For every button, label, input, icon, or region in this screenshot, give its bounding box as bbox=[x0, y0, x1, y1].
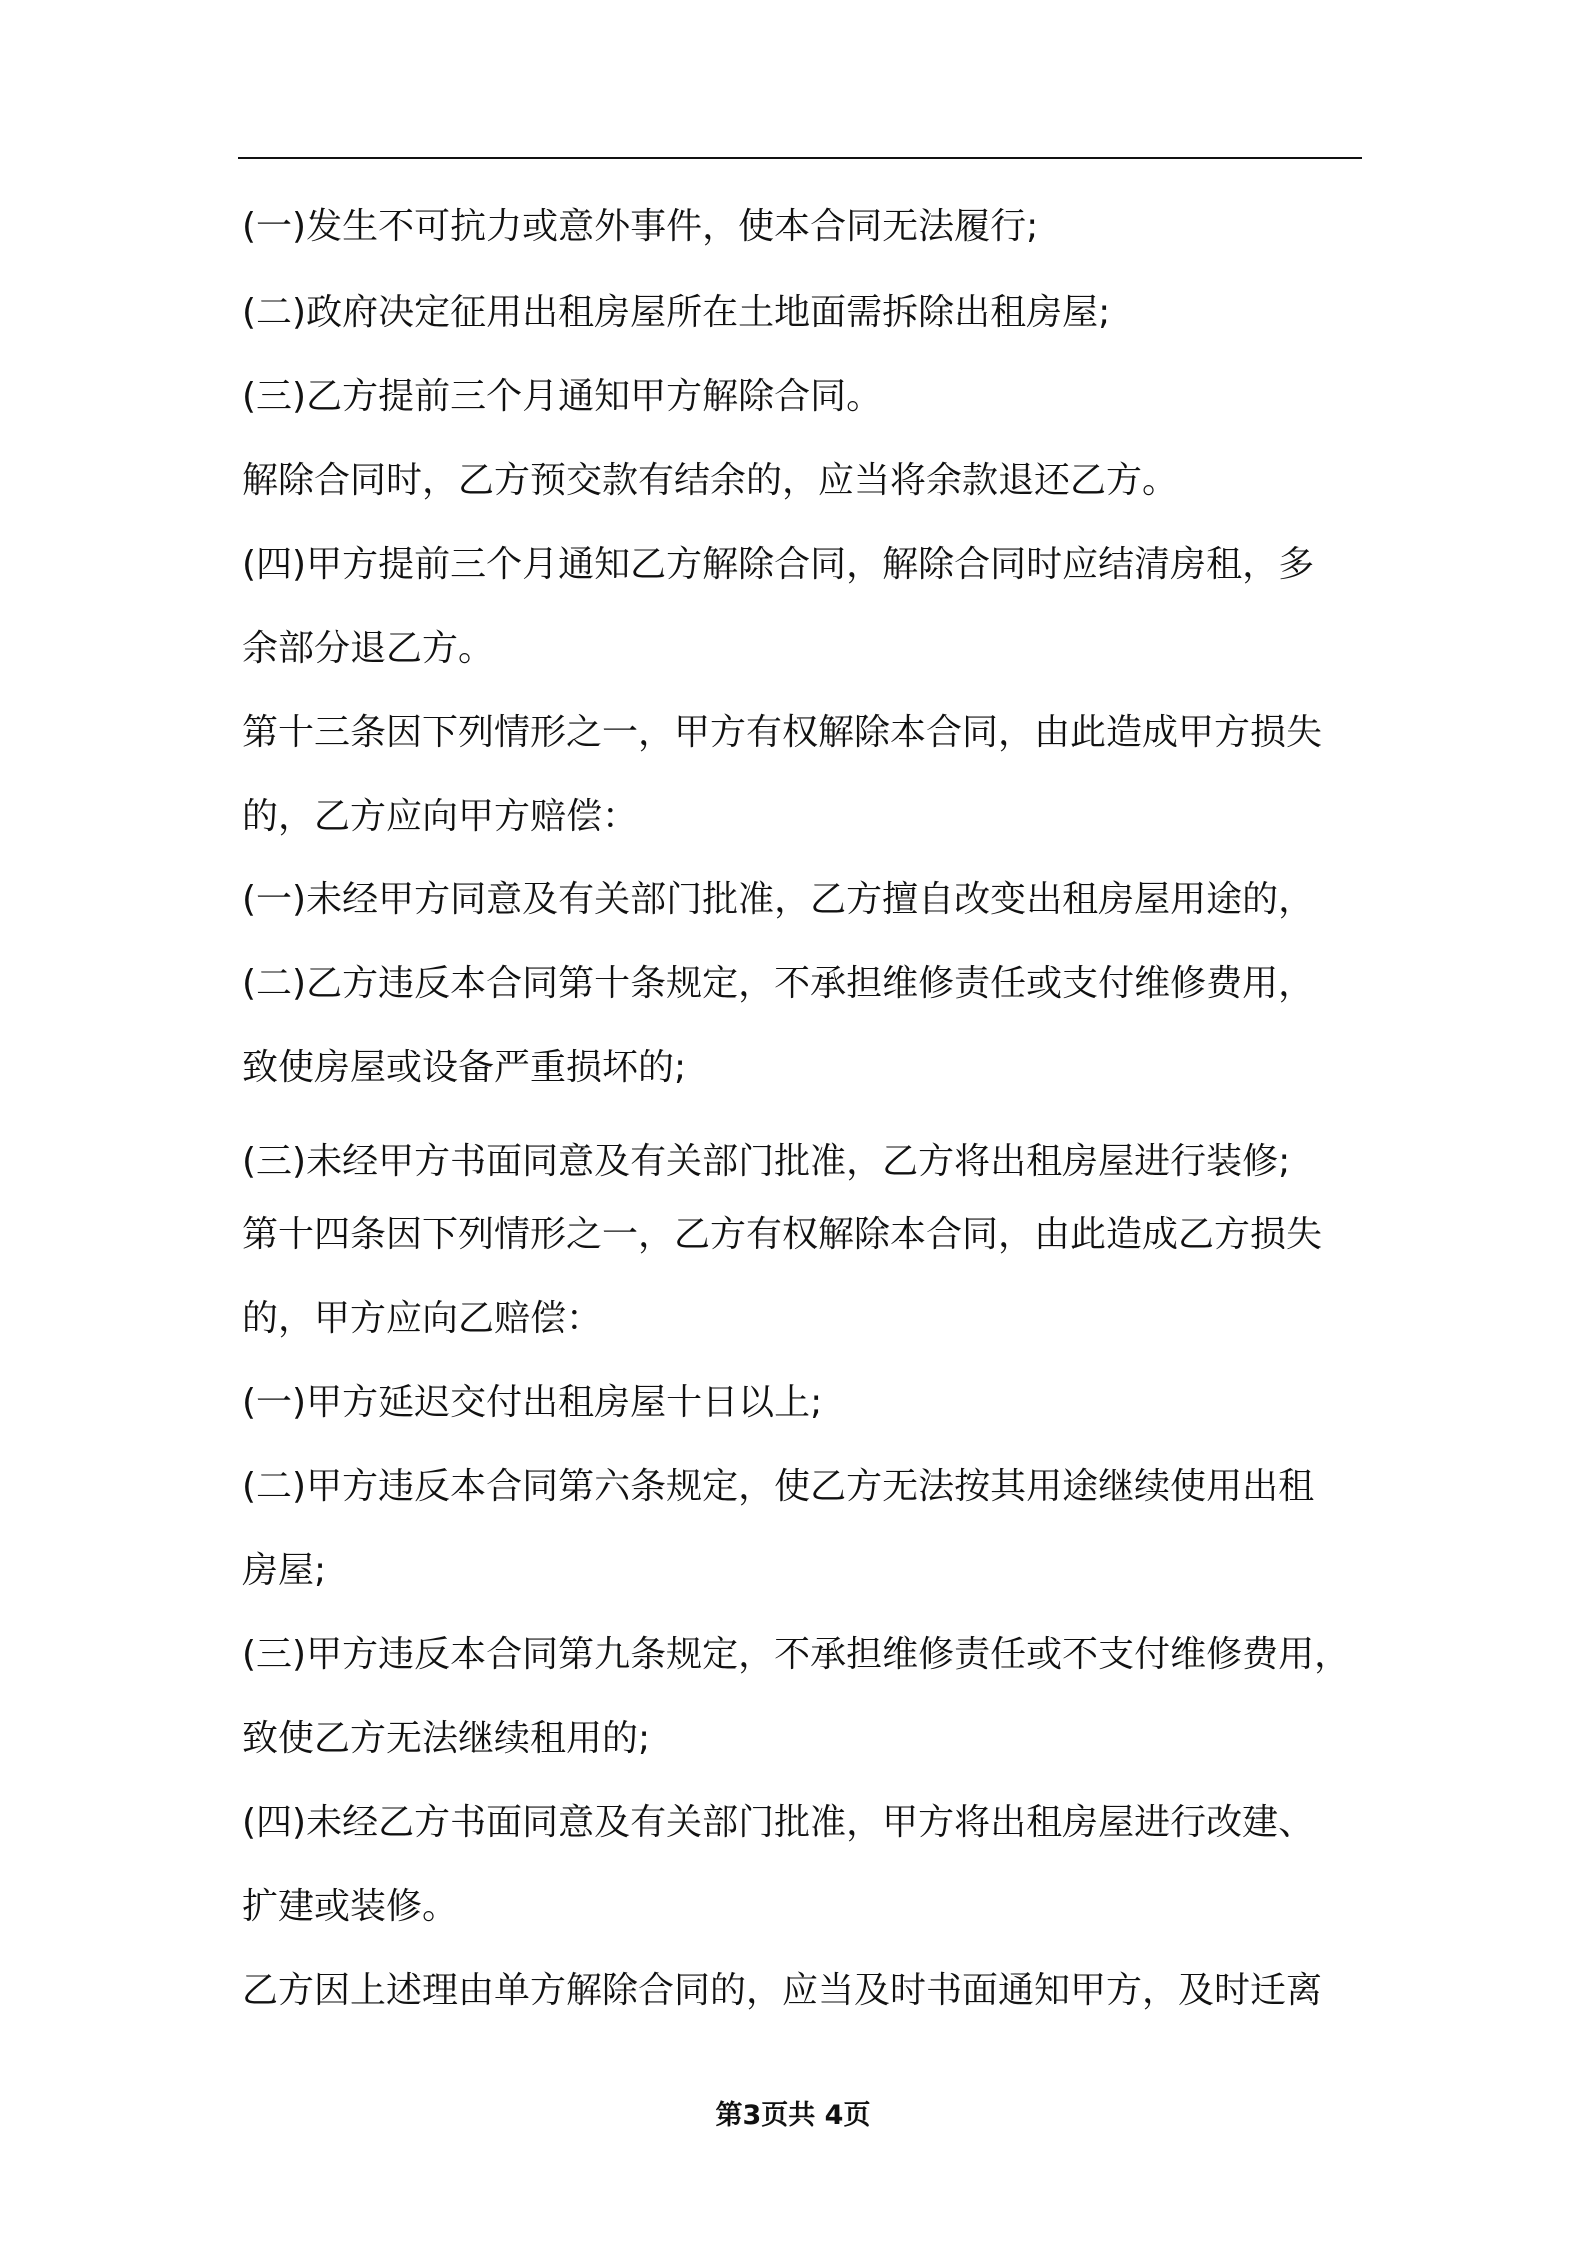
text-line: (二)政府决定征用出租房屋所在土地面需拆除出租房屋; bbox=[242, 292, 1111, 333]
text-line: 解除合同时，乙方预交款有结余的，应当将余款退还乙方。 bbox=[242, 460, 1179, 501]
text-line: 扩建或装修。 bbox=[242, 1886, 459, 1927]
text-line: (三)未经甲方书面同意及有关部门批准，乙方将出租房屋进行装修; bbox=[242, 1141, 1291, 1182]
text-line: (二)甲方违反本合同第六条规定，使乙方无法按其用途继续使用出租 bbox=[242, 1466, 1315, 1507]
text-line: (四)甲方提前三个月通知乙方解除合同，解除合同时应结清房租，多 bbox=[242, 544, 1315, 585]
text-line: 致使乙方无法继续租用的; bbox=[242, 1718, 651, 1759]
text-line: 余部分退乙方。 bbox=[242, 628, 495, 669]
text-line: (二)乙方违反本合同第十条规定，不承担维修责任或支付维修费用， bbox=[242, 963, 1315, 1004]
text-line: 第十三条因下列情形之一，甲方有权解除本合同，由此造成甲方损失 bbox=[242, 712, 1323, 753]
text-line: 的，甲方应向乙赔偿： bbox=[242, 1298, 603, 1339]
text-line: (一)未经甲方同意及有关部门批准，乙方擅自改变出租房屋用途的， bbox=[242, 879, 1315, 920]
text-line: (三)甲方违反本合同第九条规定，不承担维修责任或不支付维修费用， bbox=[242, 1634, 1351, 1675]
text-line: (一)发生不可抗力或意外事件，使本合同无法履行; bbox=[242, 206, 1039, 247]
header-rule bbox=[238, 157, 1362, 159]
text-line: (一)甲方延迟交付出租房屋十日以上; bbox=[242, 1382, 823, 1423]
page-number: 第3页共 4页 bbox=[715, 2100, 871, 2131]
text-line: 致使房屋或设备严重损坏的; bbox=[242, 1047, 687, 1088]
text-line: 乙方因上述理由单方解除合同的，应当及时书面通知甲方，及时迁离 bbox=[242, 1970, 1323, 2011]
text-line: (四)未经乙方书面同意及有关部门批准，甲方将出租房屋进行改建、 bbox=[242, 1802, 1315, 1843]
text-line: 第十四条因下列情形之一，乙方有权解除本合同，由此造成乙方损失 bbox=[242, 1214, 1323, 1255]
text-line: (三)乙方提前三个月通知甲方解除合同。 bbox=[242, 376, 883, 417]
text-line: 房屋; bbox=[242, 1550, 327, 1591]
text-line: 的，乙方应向甲方赔偿： bbox=[242, 796, 639, 837]
